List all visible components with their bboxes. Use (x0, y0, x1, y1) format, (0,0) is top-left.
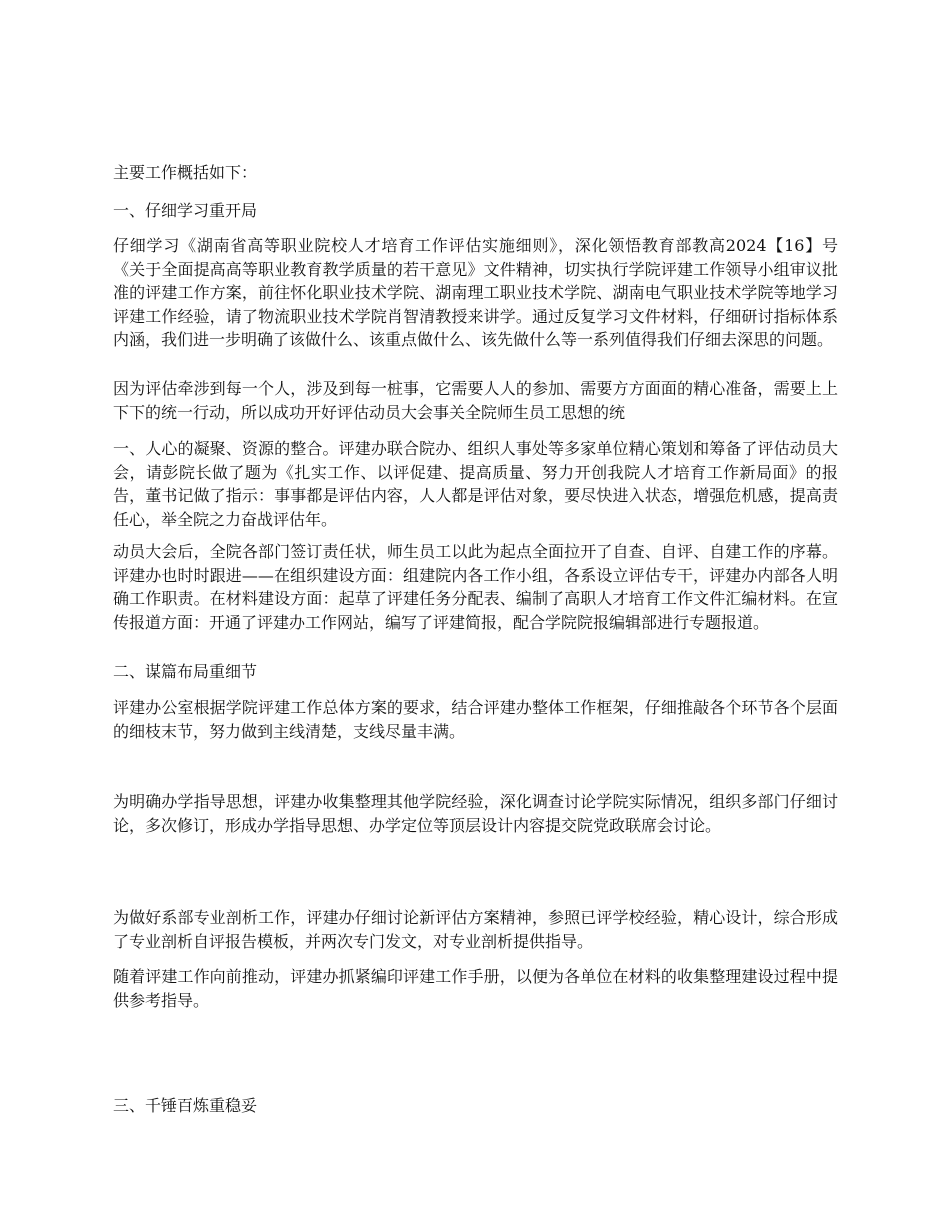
section1-paragraph-2: 因为评估牵涉到每一个人，涉及到每一桩事，它需要人人的参加、需要方方面面的精心准备，需要上上下下的统一行动，所以成功开好评估动员大会事关全院师生员工思想的统 (113, 379, 838, 422)
section1-paragraph-3: 一、人心的凝聚、资源的整合。评建办联合院办、组织人事处等多家单位精心策划和筹备了评估动员大会，请彭院长做了题为《扎实工作、以评促建、提高质量、努力开创我院人才培育工作新局面》的报告，董书记做了指示：事事都是评估内容，人人都是评估对象，要尽快进入状态，增强危机感，提高责任心，举全院之力奋战评估年。 (113, 439, 838, 529)
section1-paragraph-4: 动员大会后，全院各部门签订责任状，师生员工以此为起点全面拉开了自查、自评、自建工作的序幕。评建办也时时跟进——在组织建设方面：组建院内各工作小组，各系设立评估专干，评建办内部各人明确工作职责。在材料建设方面：起草了评建任务分配表、编制了高职人才培育工作文件汇编材料。在宣传报道方面：开通了评建办工作网站，编写了评建简报，配合学院院报编辑部进行专题报道。 (113, 542, 838, 632)
section2-paragraph-3: 为做好系部专业剖析工作，评建办仔细讨论新评估方案精神，参照已评学校经验，精心设计，综合形成了专业剖析自评报告模板，并两次专门发文，对专业剖析提供指导。 (113, 908, 838, 951)
section-heading-2: 二、谋篇布局重细节 (113, 662, 258, 681)
section1-paragraph-1: 仔细学习《湖南省高等职业院校人才培育工作评估实施细则》，深化领悟教育部教高2024【16】号《关于全面提高高等职业教育教学质量的若干意见》文件精神，切实执行学院评建工作领导小组审议批准的评建工作方案，前往怀化职业技术学院、湖南理工职业技术学院、湖南电气职业技术学院等地学习评建工作经验，请了物流职业技术学院肖智清教授来讲学。通过反复学习文件材料，仔细研讨指标体系内涵，我们进一步明确了该做什么、该重点做什么、该先做什么等一系列值得我们仔细去深思的问题。 (113, 236, 838, 349)
section2-paragraph-1: 评建办公室根据学院评建工作总体方案的要求，结合评建办整体工作框架，仔细推敲各个环节各个层面的细枝末节，努力做到主线清楚，支线尽量丰满。 (113, 698, 838, 741)
section-heading-3: 三、千锤百炼重稳妥 (113, 1096, 258, 1115)
section2-paragraph-4: 随着评建工作向前推动，评建办抓紧编印评建工作手册，以便为各单位在材料的收集整理建设过程中提供参考指导。 (113, 967, 838, 1010)
section-heading-1: 一、仔细学习重开局 (113, 201, 258, 220)
intro-line: 主要工作概括如下： (113, 163, 258, 182)
section2-paragraph-2: 为明确办学指导思想，评建办收集整理其他学院经验，深化调查讨论学院实际情况，组织多部门仔细讨论，多次修订，形成办学指导思想、办学定位等顶层设计内容提交院党政联席会讨论。 (113, 792, 838, 835)
